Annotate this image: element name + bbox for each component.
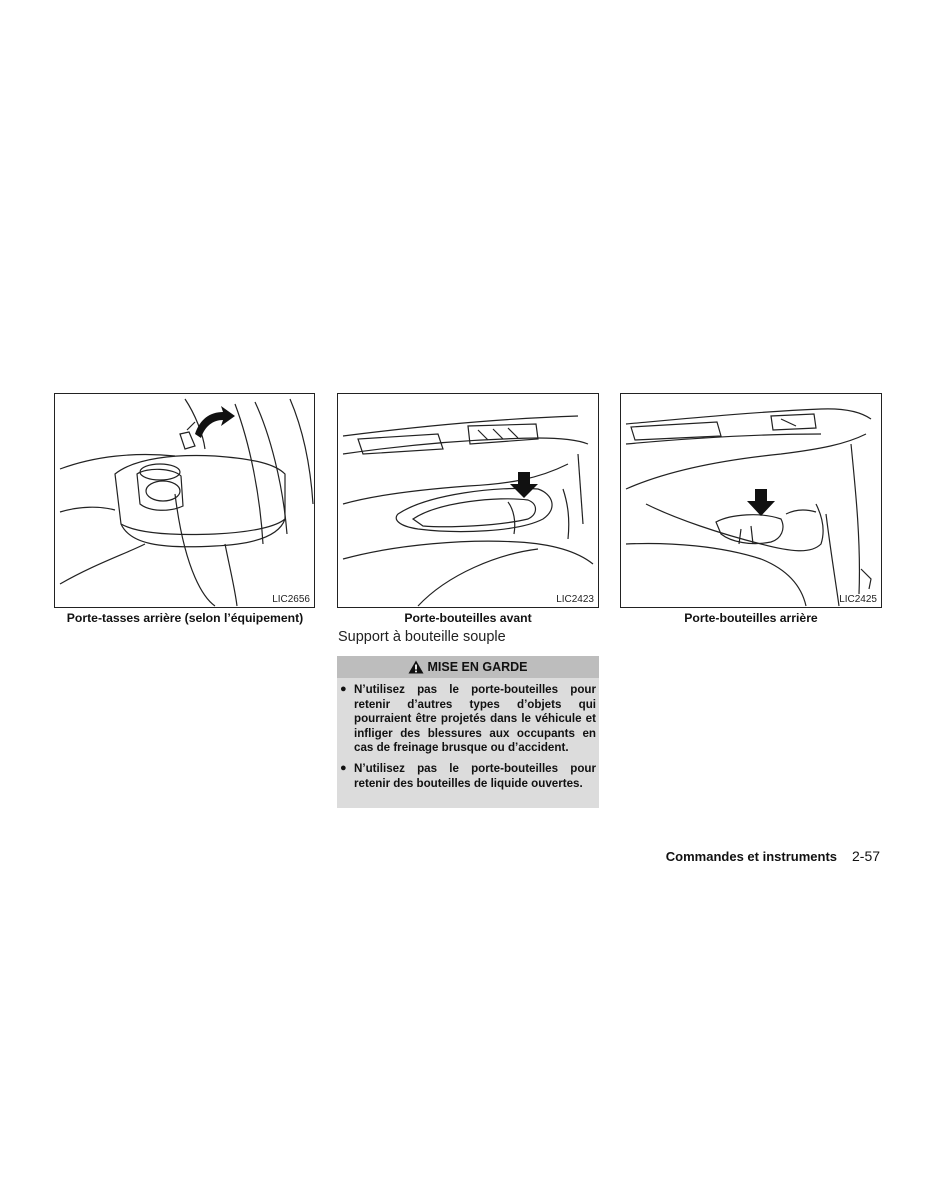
figure-code: LIC2423	[556, 594, 594, 605]
bullet-icon: ●	[340, 762, 347, 774]
down-arrow-icon	[747, 489, 775, 516]
figure-code: LIC2656	[272, 594, 310, 605]
front-bottle-holder-illustration	[338, 394, 599, 608]
page-number: 2-57	[852, 848, 881, 864]
figure-caption: Porte-bouteilles avant	[404, 611, 532, 625]
warning-item: N’utilisez pas le porte-bouteilles pour retenir des bouteilles de liquide ouvertes.	[354, 762, 596, 790]
section-title: Support à bouteille souple	[338, 629, 506, 645]
warning-item: N’utilisez pas le porte-bouteilles pour retenir d’autres types d’objets qui pourraient être projetés dans le véhicule et infliger des blessures aux occupants en cas de freinage brusque ou d’accident.	[354, 683, 596, 755]
figure-code: LIC2425	[839, 594, 877, 605]
rear-cupholder-illustration	[55, 394, 315, 608]
chapter-title: Commandes et instruments	[665, 849, 837, 864]
down-arrow-icon	[510, 472, 538, 498]
figure-caption: Porte-bouteilles arrière	[684, 611, 818, 625]
figure-caption: Porte-tasses arrière (selon l’équipement)	[66, 611, 304, 625]
warning-triangle-icon	[408, 660, 424, 674]
warning-box	[337, 656, 599, 808]
rear-bottle-holder-illustration	[621, 394, 882, 608]
figure-rear-cupholder	[54, 393, 315, 608]
rotate-arrow-icon	[195, 406, 235, 438]
figure-front-bottle-holder	[337, 393, 599, 608]
warning-header-label: MISE EN GARDE	[427, 660, 528, 674]
bullet-icon: ●	[340, 683, 347, 695]
warning-header	[337, 656, 599, 678]
figure-rear-bottle-holder	[620, 393, 882, 608]
